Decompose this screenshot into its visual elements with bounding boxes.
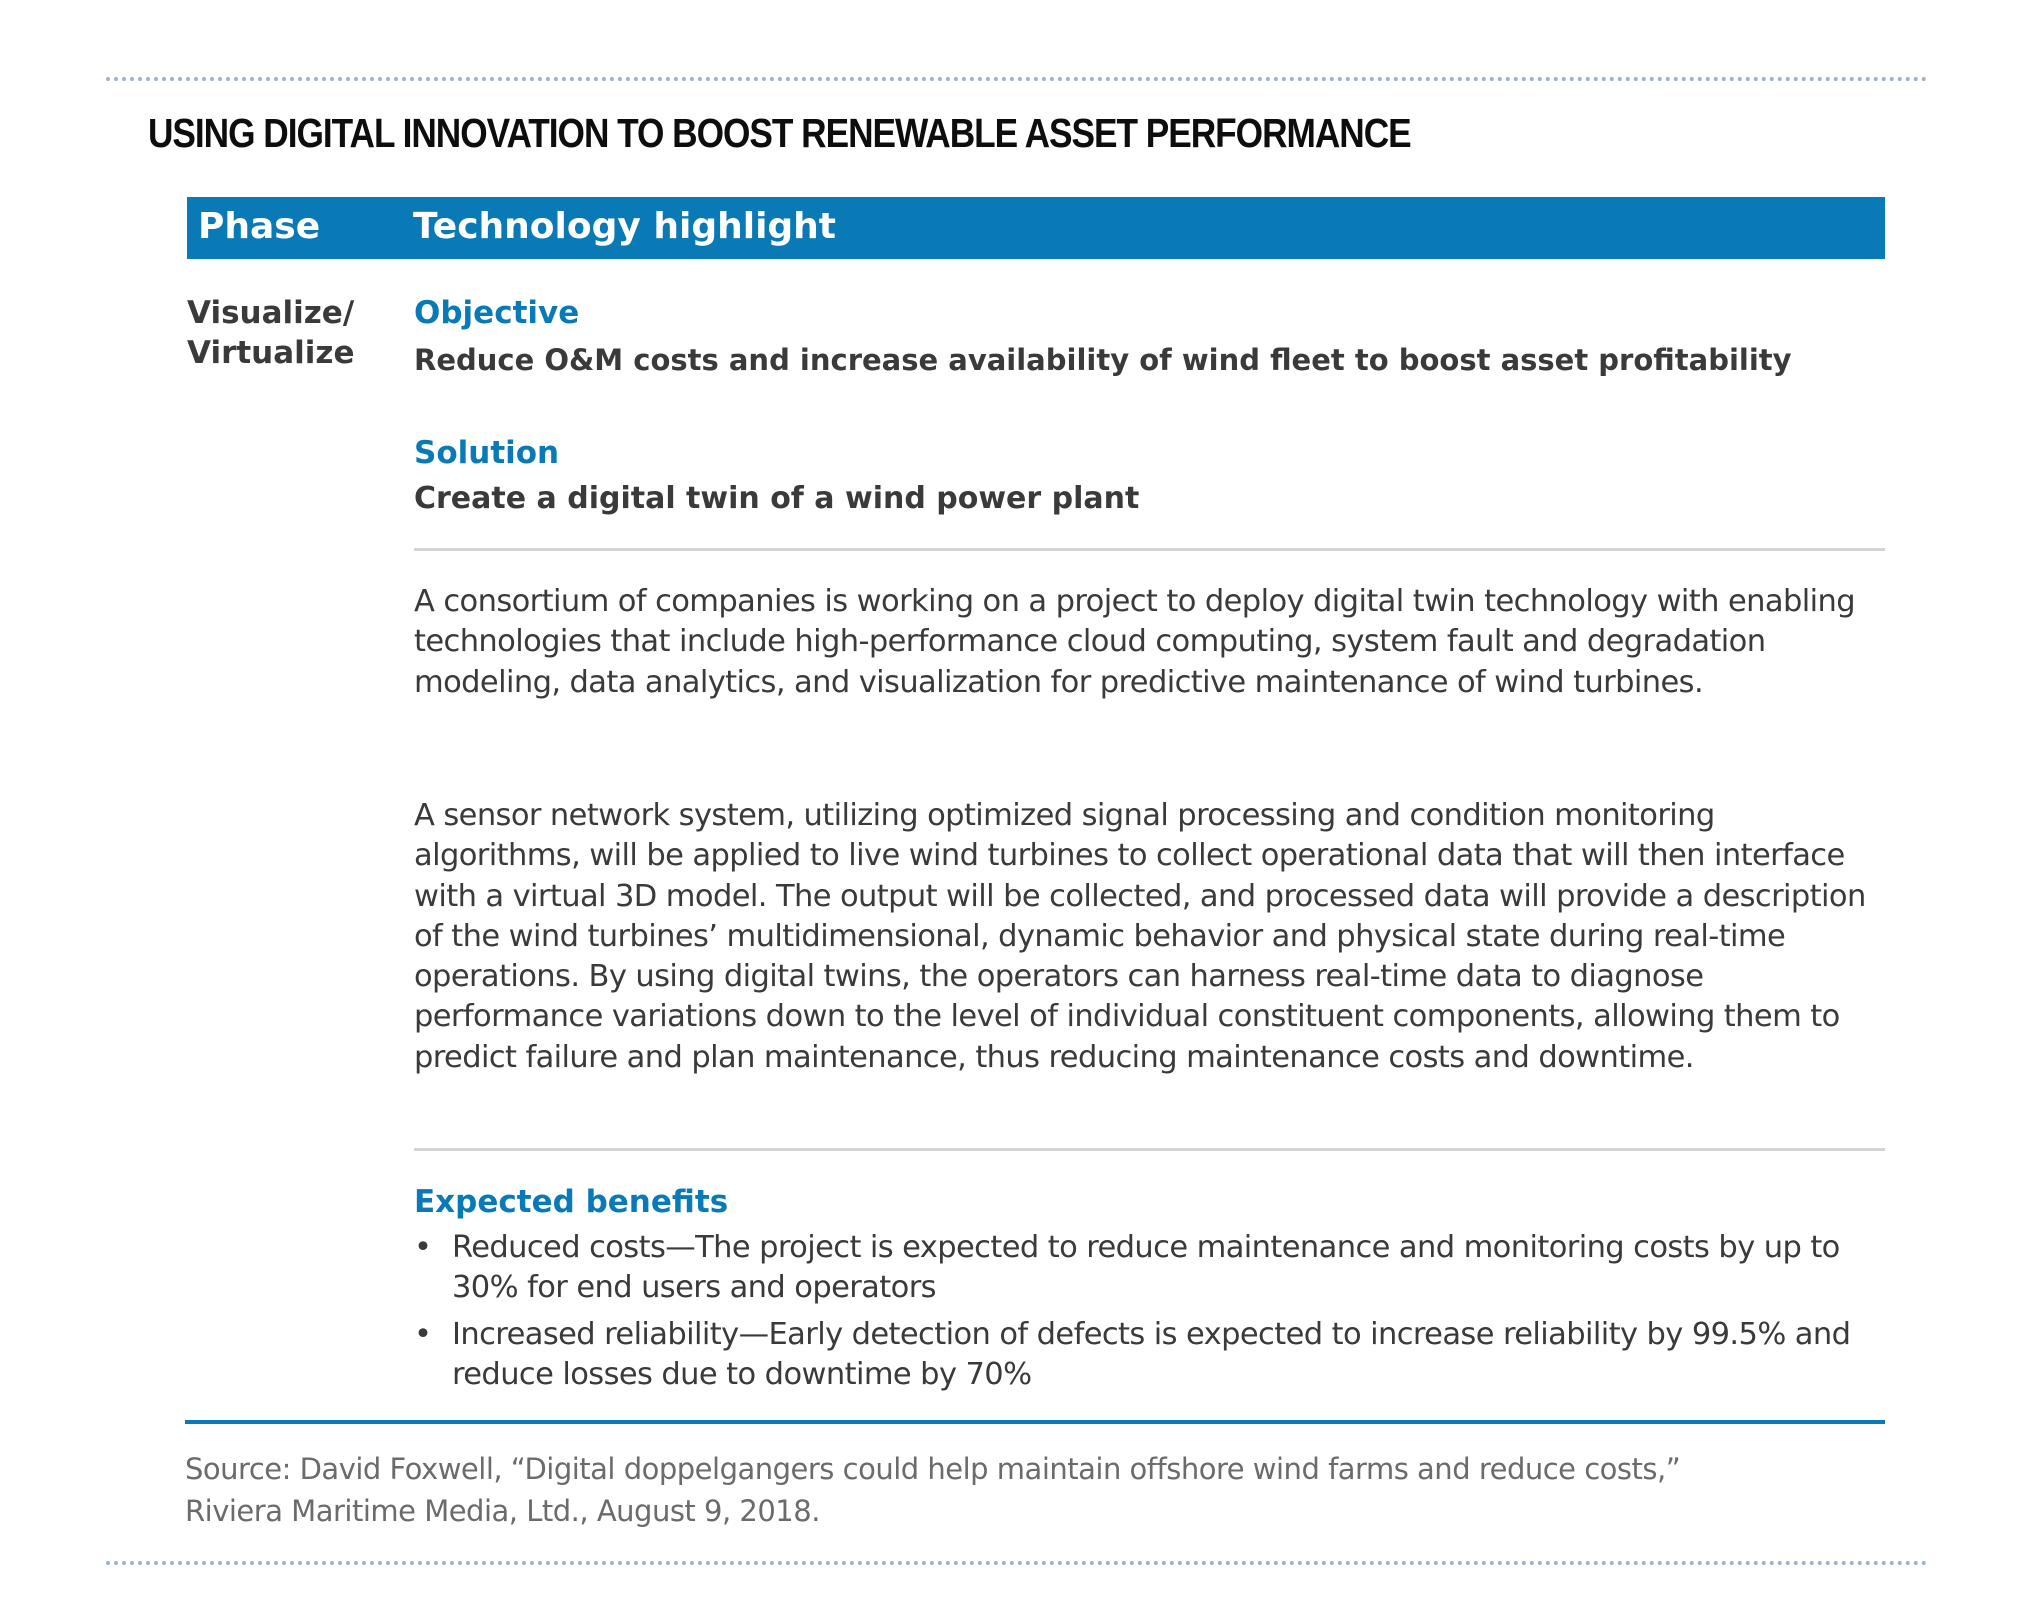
section-divider bbox=[414, 548, 1885, 551]
section-divider bbox=[414, 1148, 1885, 1151]
benefits-heading: Expected benefits bbox=[414, 1184, 729, 1220]
phase-label-line: Visualize/ bbox=[187, 295, 355, 331]
benefit-text: Increased reliability—Early detection of defects is expected to increase reliability by 99.5% and reduce losses due to downtime by 70% bbox=[452, 1317, 1851, 1393]
description-paragraph: A consortium of companies is working on a project to deploy digital twin technology with enabling technologies that include high-performance cloud computing, system fault and degradation modeling, data analytics, and visualization for predictive maintenance of wind turbines. bbox=[414, 584, 1855, 700]
column-header-technology: Technology highlight bbox=[413, 206, 837, 247]
bottom-dotted-divider bbox=[106, 1561, 1928, 1565]
top-dotted-divider bbox=[106, 77, 1928, 81]
objective-text: Reduce O&M costs and increase availability of wind fleet to boost asset profitability bbox=[414, 343, 1792, 377]
source-line: Source: David Foxwell, “Digital doppelgangers could help maintain offshore wind farms and reduce costs,” bbox=[185, 1452, 1681, 1486]
page-title: USING DIGITAL INNOVATION TO BOOST RENEWABLE ASSET PERFORMANCE bbox=[148, 110, 1411, 156]
column-header-phase: Phase bbox=[198, 206, 321, 247]
phase-label bbox=[187, 293, 355, 373]
solution-heading: Solution bbox=[414, 435, 560, 471]
bullet-icon: • bbox=[414, 1230, 432, 1265]
benefit-list-item bbox=[414, 1315, 1884, 1396]
table-header-bar bbox=[187, 197, 1885, 259]
objective-heading: Objective bbox=[414, 295, 580, 331]
solution-text: Create a digital twin of a wind power plant bbox=[414, 481, 1140, 516]
phase-label-line: Virtualize bbox=[187, 335, 355, 371]
description-paragraph: A sensor network system, utilizing optimized signal processing and condition monitoring algorithms, will be applied to live wind turbines to collect operational data that will then interface with a virtual 3D model. The output will be collected, and processed data will provide a description of the wind turbines’ multidimensional, dynamic behavior and physical state during real-time operations. By using digital twins, the operators can harness real-time data to diagnose performance variations down to the level of individual constituent components, allowing them to predict failure and plan maintenance, thus reducing maintenance costs and downtime. bbox=[414, 798, 1866, 1075]
benefit-text: Reduced costs—The project is expected to reduce maintenance and monitoring costs by up to 30% for end users and operators bbox=[452, 1230, 1840, 1306]
table-bottom-rule bbox=[185, 1420, 1885, 1424]
benefit-list-item bbox=[414, 1228, 1884, 1309]
source-line: Riviera Maritime Media, Ltd., August 9, 2018. bbox=[185, 1494, 820, 1528]
source-note bbox=[185, 1448, 1865, 1532]
bullet-icon: • bbox=[414, 1317, 432, 1352]
